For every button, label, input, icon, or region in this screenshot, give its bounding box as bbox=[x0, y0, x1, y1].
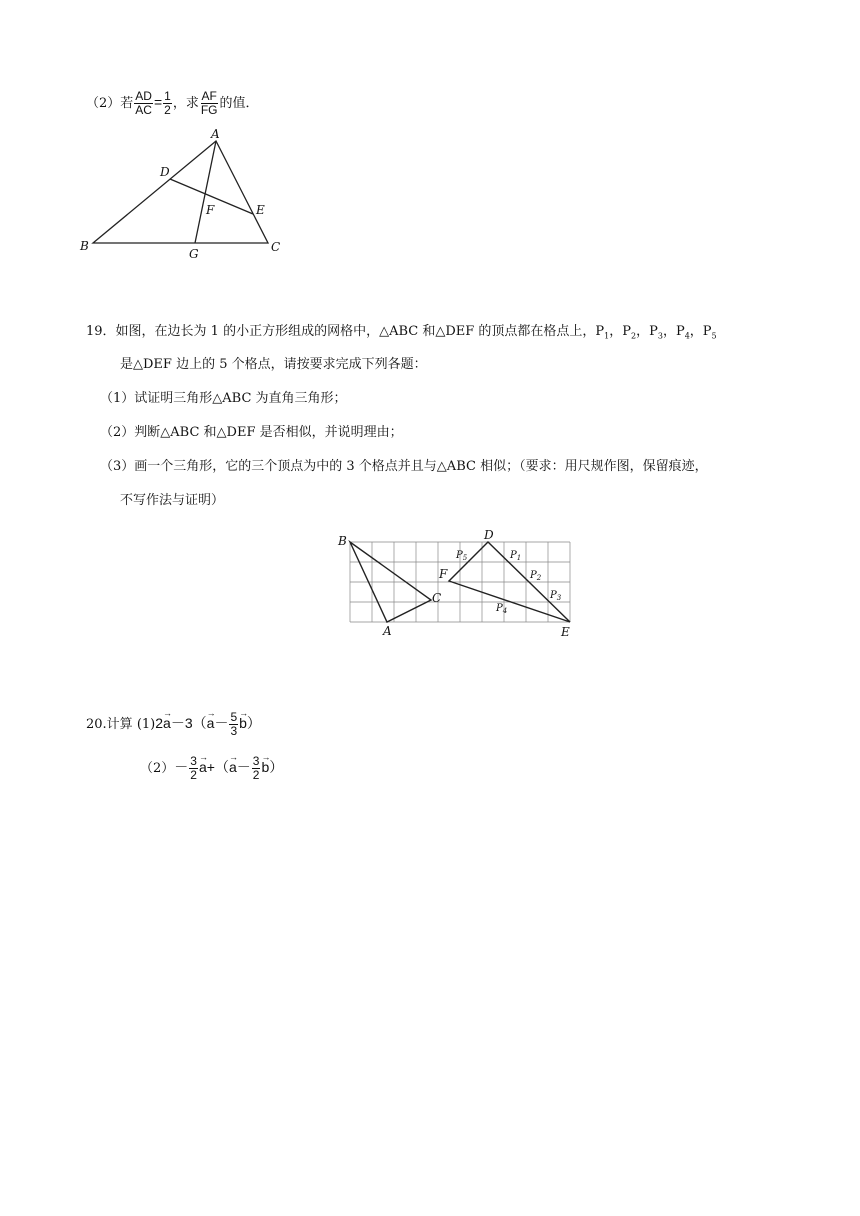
grid-label-p4: $P_4$ bbox=[496, 603, 508, 615]
q19-intro-line2: 是△DEF 边上的 5 个格点，请按要求完成下列各题： bbox=[120, 357, 427, 372]
q19-part2: （2）判断△ABC 和△DEF 是否相似，并说明理由； bbox=[100, 425, 403, 440]
grid-label-p2: $P_2$ bbox=[530, 570, 542, 582]
label-d: D bbox=[160, 165, 170, 179]
q20-part1: 20.计算 (1)2→ a－3（→ a－ $\frac{5}{3}$ → b） bbox=[86, 708, 261, 740]
q18-part2-prefix: （2）若 bbox=[86, 96, 134, 111]
grid-label-b: B bbox=[338, 534, 347, 548]
q18-part2: （2）若 $\frac{AD}{AC}$ = $\frac{1}{2}$ ，求 $\frac{AF}{FG}$ 的值． bbox=[86, 89, 259, 117]
vector-a: → a bbox=[199, 752, 207, 782]
q19-part3-line1: （3）画一个三角形，它的三个顶点为中的 3 个格点并且与△ABC 相似；（要求：用尺规作图，保留痕迹， bbox=[100, 459, 708, 474]
fraction-3-2: $\frac{3}{2}$ bbox=[252, 754, 260, 782]
q20-part2: （2）－ $\frac{3}{2}$ → a+（→ a－ $\frac{3}{2}$ → b） bbox=[140, 752, 283, 784]
q20-label: 20.计算 bbox=[86, 717, 133, 732]
grid-label-f: F bbox=[439, 567, 448, 581]
vector-a: → a bbox=[163, 708, 171, 738]
label-f: F bbox=[206, 203, 215, 217]
fraction-ad-ac: $\frac{AD}{AC}$ bbox=[135, 89, 152, 117]
q19-part1: （1）试证明三角形△ABC 为直角三角形； bbox=[100, 391, 347, 406]
q19-intro-line1: 19．如图，在边长为 1 的小正方形组成的网格中，△ABC 和△DEF 的顶点都在格点上，$P_1$，$P_2$，$P_3$，$P_4$，$P_5$ bbox=[86, 324, 717, 341]
grid-label-p3: $P_3$ bbox=[550, 590, 562, 602]
fraction-af-fg: $\frac{AF}{FG}$ bbox=[200, 89, 218, 117]
grid-label-p1: $P_1$ bbox=[510, 550, 522, 562]
label-b: B bbox=[80, 239, 89, 253]
grid-figure-q19 bbox=[334, 528, 584, 648]
triangle-abc bbox=[93, 141, 268, 243]
grid-label-e: E bbox=[561, 625, 570, 639]
grid-label-c: C bbox=[432, 591, 442, 605]
label-e: E bbox=[256, 203, 265, 217]
fraction-5-3: $\frac{5}{3}$ bbox=[230, 710, 238, 738]
label-g: G bbox=[189, 247, 199, 261]
vector-a: → a bbox=[229, 752, 237, 782]
fraction-3-2: $\frac{3}{2}$ bbox=[190, 754, 197, 782]
fraction-one-half: $\frac{1}{2}$ bbox=[164, 89, 171, 117]
vector-a: → a bbox=[207, 708, 215, 738]
grid-label-p5: $P_5$ bbox=[456, 550, 468, 562]
vector-b: → b bbox=[239, 708, 247, 738]
grid-label-d: D bbox=[484, 528, 494, 542]
triangle-figure-q18 bbox=[76, 126, 296, 261]
label-a: A bbox=[211, 127, 220, 141]
vector-b: → b bbox=[261, 752, 269, 782]
grid-label-a: A bbox=[383, 624, 392, 638]
q19-part3-line2: 不写作法与证明） bbox=[120, 493, 225, 508]
label-c: C bbox=[271, 240, 281, 254]
